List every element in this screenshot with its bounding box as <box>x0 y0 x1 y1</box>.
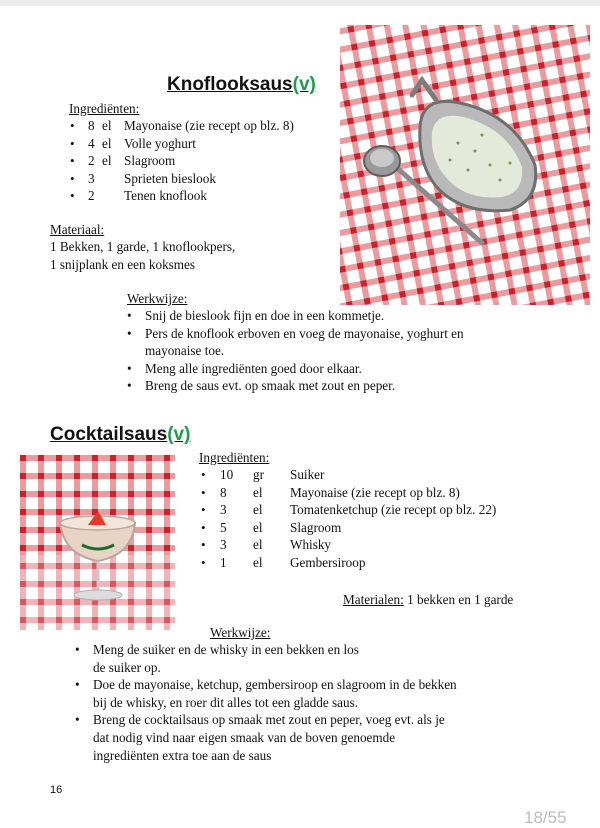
ingredient-qty: 3 <box>88 170 95 186</box>
bullet-icon: • <box>127 360 132 376</box>
ingredient-qty: 4 <box>88 135 95 151</box>
method-step-line: Snij de bieslook fijn en doe in een kommetje. <box>145 308 385 323</box>
ingredient-qty: 5 <box>220 519 227 535</box>
ingredient-unit: el <box>102 118 112 133</box>
ingredient-unit: el <box>253 502 263 518</box>
method-step <box>127 325 547 360</box>
method-step <box>127 307 547 325</box>
materials-line: 1 snijplank en een koksmes <box>50 257 196 272</box>
materials-heading: Materialen: <box>343 592 404 607</box>
ingredient-name: Whisky <box>290 537 332 553</box>
ingredient-name: Mayonaise (zie recept op blz. 8) <box>124 118 294 133</box>
ingredient-unit: el <box>253 555 263 570</box>
method-step <box>127 360 547 378</box>
ingredient-unit: el <box>253 537 263 553</box>
page-number: 16 <box>50 784 63 796</box>
ingredient-name: Volle yoghurt <box>124 135 196 151</box>
method-heading: Werkwijze: <box>210 625 271 640</box>
bullet-icon: • <box>127 325 132 341</box>
method-step <box>75 711 555 764</box>
method-step-line: Breng de saus evt. op smaak met zout en peper. <box>145 378 396 394</box>
method-step-line: Breng de cocktailsaus op smaak met zout en peper, voeg evt. als je <box>93 712 445 728</box>
ingredient-unit: gr <box>253 467 264 482</box>
recipe-title-knoflooksaus <box>167 74 316 96</box>
bullet-icon: • <box>201 555 206 570</box>
bullet-icon: • <box>201 502 206 518</box>
bullet-icon: • <box>201 467 206 482</box>
ingredient-qty: 10 <box>220 467 234 482</box>
vegetarian-mark: (v) <box>292 74 316 95</box>
bullet-icon: • <box>75 677 80 693</box>
bullet-icon: • <box>201 537 206 553</box>
ingredient-qty: 3 <box>220 502 227 518</box>
method-heading: Werkwijze: <box>127 291 188 306</box>
ingredient-unit: el <box>253 519 263 535</box>
ingredient-qty: 8 <box>220 484 227 500</box>
ingredient-name: Tenen knoflook <box>124 188 207 204</box>
ingredient-unit: el <box>102 135 112 151</box>
bullet-icon: • <box>75 642 80 657</box>
bullet-icon: • <box>127 308 132 323</box>
materials-line: 1 Bekken, 1 garde, 1 knoflookpers, <box>50 239 236 254</box>
ingredient-name: Tomatenketchup (zie recept op blz. 22) <box>290 502 497 518</box>
method-step <box>75 676 555 711</box>
method-step-line: Pers de knoflook erboven en voeg de mayonaise, yoghurt en <box>145 325 464 341</box>
ingredients-heading: Ingrediënten: <box>199 450 270 465</box>
page-indicator: 18/55 <box>524 808 567 827</box>
ingredient-name: Slagroom <box>124 153 176 169</box>
ingredient-unit: el <box>253 484 263 500</box>
method-step-line: Doe de mayonaise, ketchup, gembersiroop en slagroom in de bekken <box>93 677 457 693</box>
ingredient-name: Gembersiroop <box>290 555 366 570</box>
recipe-title-cocktailsaus <box>50 424 190 446</box>
garlic-sauce-photo <box>340 25 590 305</box>
ingredient-qty: 2 <box>88 153 95 169</box>
materials-heading: Materiaal: <box>50 222 105 237</box>
top-bar <box>0 0 600 6</box>
ingredient-name: Slagroom <box>290 519 342 535</box>
ingredient-qty: 1 <box>220 555 227 570</box>
ingredient-unit: el <box>102 153 112 169</box>
ingredient-name: Mayonaise (zie recept op blz. 8) <box>290 484 460 500</box>
method-step-line: bij de whisky, en roer dit alles tot een gladde saus. <box>93 694 359 710</box>
method-step-line: dat nodig vind naar eigen smaak van de boven genoemde <box>93 729 396 745</box>
bullet-icon: • <box>127 378 132 394</box>
method-step <box>75 641 555 676</box>
vegetarian-mark: (v) <box>167 424 191 445</box>
method-step-line: Meng de suiker en de whisky in een bekken en los <box>93 642 359 657</box>
method-list <box>75 641 555 764</box>
materials-line <box>343 591 513 609</box>
bullet-icon: • <box>70 170 75 186</box>
recipe-title-text: Cocktailsaus <box>50 424 168 445</box>
ingredient-qty: 3 <box>220 537 227 553</box>
ingredient-name: Sprieten bieslook <box>124 170 216 186</box>
ingredient-qty: 8 <box>88 118 95 133</box>
materials-text: 1 bekken en 1 garde <box>403 592 514 607</box>
method-step-line: Meng alle ingrediënten goed door elkaar. <box>145 360 362 376</box>
method-step-line: mayonaise toe. <box>145 343 225 359</box>
method-step <box>127 377 547 395</box>
bullet-icon: • <box>201 519 206 535</box>
method-list <box>127 307 547 395</box>
bullet-icon: • <box>201 484 206 500</box>
bullet-icon: • <box>70 135 75 151</box>
ingredient-name: Suiker <box>290 467 325 482</box>
recipe-title-text: Knoflooksaus <box>167 74 293 95</box>
method-step-line: ingrediënten extra toe aan de saus <box>93 747 272 763</box>
ingredient-qty: 2 <box>88 188 95 204</box>
bullet-icon: • <box>70 188 75 204</box>
method-step-line: de suiker op. <box>93 659 161 675</box>
bullet-icon: • <box>70 118 75 133</box>
ingredients-heading: Ingrediënten: <box>69 101 140 116</box>
bullet-icon: • <box>70 153 75 169</box>
cocktail-sauce-photo <box>20 455 175 630</box>
bullet-icon: • <box>75 712 80 728</box>
